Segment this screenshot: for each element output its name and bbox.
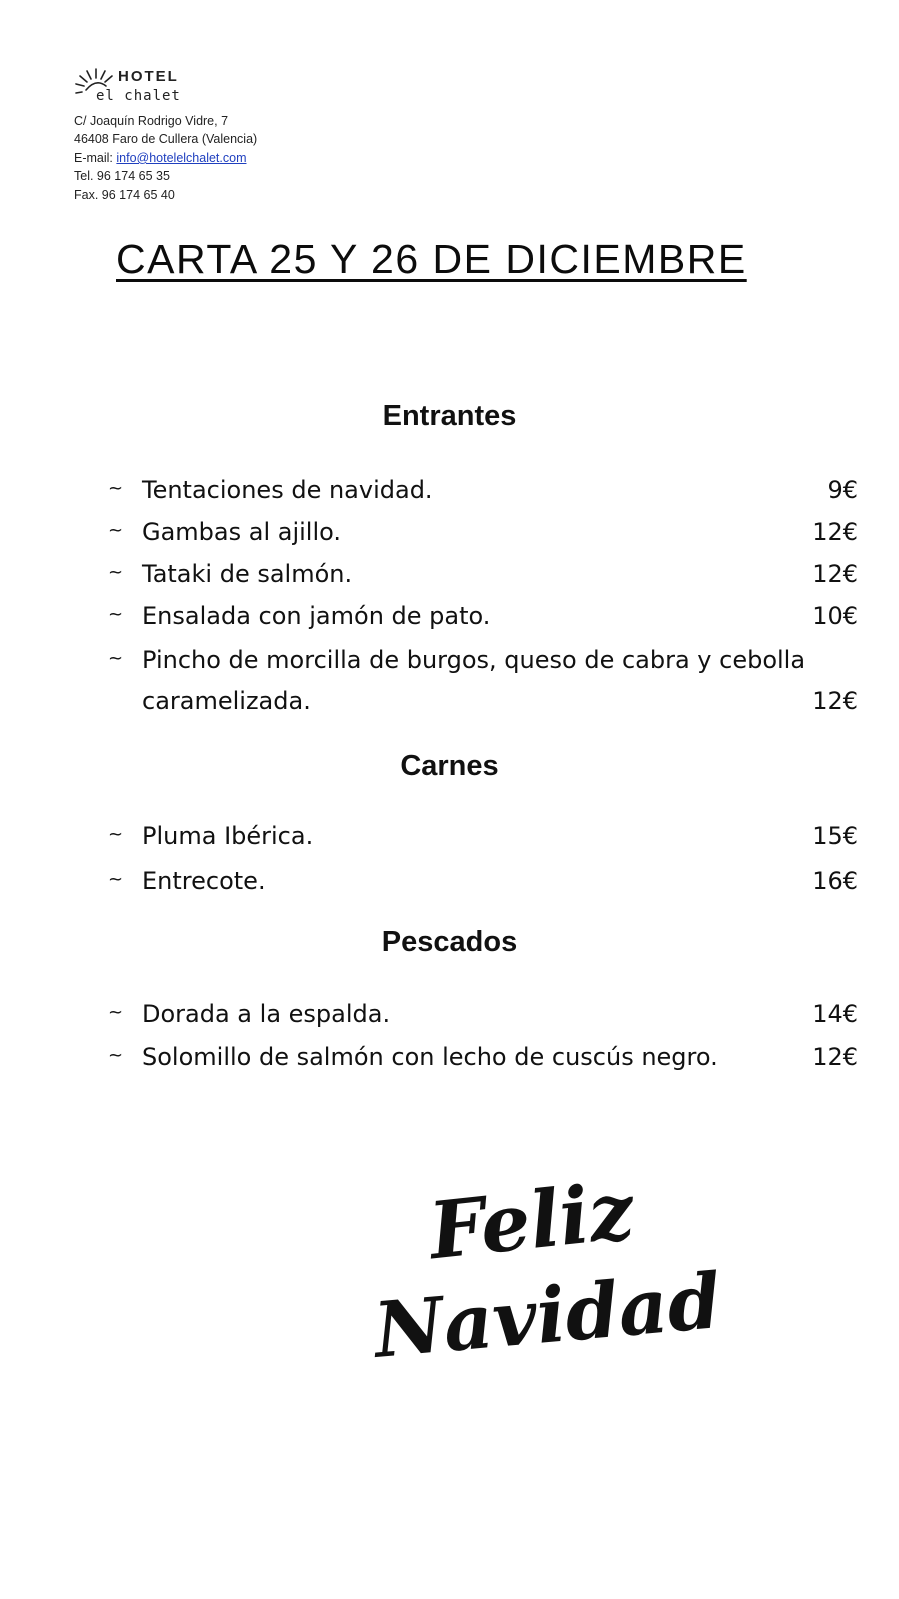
- section-title-entrantes: Entrantes: [382, 400, 517, 432]
- logo-chalet-text: el chalet: [96, 88, 181, 104]
- menu-item: [108, 646, 858, 726]
- tilde-bullet: ~: [108, 824, 124, 845]
- item-price: 12€: [812, 1043, 858, 1071]
- hotel-logo: [74, 64, 214, 112]
- tilde-bullet: ~: [108, 562, 124, 583]
- item-price: 12€: [812, 687, 858, 715]
- telephone: Tel. 96 174 65 35: [74, 169, 170, 184]
- section-title-pescados: Pescados: [381, 926, 518, 958]
- page-title: CARTA 25 Y 26 DE DICIEMBRE: [116, 236, 747, 282]
- tilde-bullet: ~: [108, 648, 124, 669]
- tilde-bullet: ~: [108, 478, 124, 499]
- item-price: 15€: [812, 822, 858, 850]
- item-name: Pluma Ibérica.: [142, 822, 314, 850]
- item-name: Ensalada con jamón de pato.: [142, 602, 491, 630]
- item-price: 9€: [827, 476, 858, 504]
- address-line-1: C/ Joaquín Rodrigo Vidre, 7: [74, 114, 229, 128]
- item-price: 16€: [812, 867, 858, 895]
- item-price: 10€: [812, 602, 858, 630]
- item-name: Gambas al ajillo.: [142, 518, 342, 546]
- item-name-line-2: caramelizada.: [142, 687, 311, 715]
- item-name-line-1: Pincho de morcilla de burgos, queso de cabra y cebolla: [142, 646, 806, 674]
- item-price: 14€: [812, 1000, 858, 1028]
- contact-info: [74, 112, 257, 204]
- item-name: Tentaciones de navidad.: [142, 476, 433, 504]
- address-line-2: 46408 Faro de Cullera (Valencia): [74, 132, 258, 147]
- section-title-carnes: Carnes: [400, 750, 499, 782]
- email-line: [74, 149, 257, 167]
- logo-hotel-text: HOTEL: [118, 68, 179, 85]
- greeting-line-2: Navidad: [370, 1256, 725, 1375]
- email-link[interactable]: info@hotelelchalet.com: [116, 150, 247, 165]
- tilde-bullet: ~: [108, 1002, 124, 1023]
- email-label: E-mail:: [74, 150, 117, 165]
- item-name: Dorada a la espalda.: [142, 1000, 391, 1028]
- tilde-bullet: ~: [108, 1045, 124, 1066]
- item-name: Entrecote.: [142, 867, 266, 895]
- item-name: Tataki de salmón.: [142, 560, 353, 588]
- item-price: 12€: [812, 560, 858, 588]
- feliz-navidad-lettering: [370, 1165, 725, 1380]
- fax: Fax. 96 174 65 40: [74, 187, 175, 202]
- item-price: 12€: [812, 518, 858, 546]
- item-name: Solomillo de salmón con lecho de cuscús negro.: [142, 1043, 718, 1071]
- tilde-bullet: ~: [108, 604, 124, 625]
- tilde-bullet: ~: [108, 869, 124, 890]
- greeting-line-1: Feliz: [425, 1165, 638, 1278]
- tilde-bullet: ~: [108, 520, 124, 541]
